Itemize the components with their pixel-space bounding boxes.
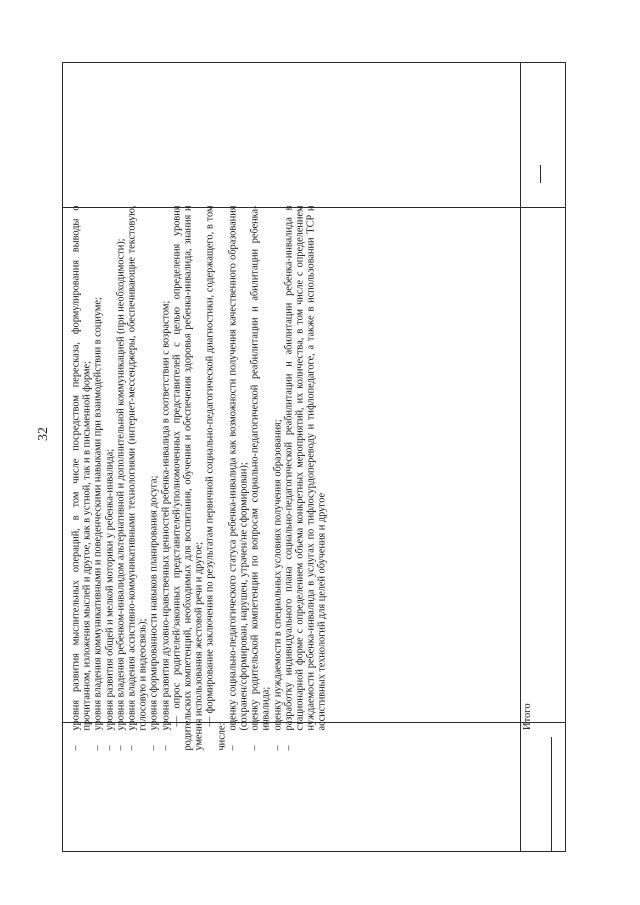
dash-marker: –	[103, 744, 115, 750]
content-cell	[70, 205, 548, 750]
dash-marker: –	[249, 744, 261, 750]
dash-marker: –	[126, 744, 138, 750]
list-item	[283, 205, 328, 750]
dash-marker: –	[282, 744, 294, 750]
paragraph: — опрос родителей/законных представителей/уполномоченных представителей с целью определения уровня родительских компетенций, необходимых для воспитания, обучения и обеспечения здоровья ребенка-инвалида, знания и умения использования жестовой речи и другое;	[170, 205, 205, 750]
paragraph: — формирование заключения по результатам первичной социально-педагогической диагностики, содержащего, в том числе:	[204, 205, 227, 750]
total-label: Итого	[522, 703, 533, 730]
page-number: 32	[36, 427, 51, 441]
list-item-text: уровня сформированности навыков планирования досуга;	[148, 475, 160, 730]
list-item	[272, 205, 283, 750]
list-item-text: уровня владения ассистивно-коммуникативными технологиями (интернет-мессенджеры, обеспечивающие текстовую, голосовую и видеосвязь);	[126, 205, 149, 730]
dash-marker: –	[70, 744, 81, 750]
dash-marker: –	[159, 744, 171, 750]
list-item	[160, 205, 171, 750]
list-item	[227, 205, 249, 750]
list-item-text: оценку нуждаемости в специальных условиях получения образования;	[271, 418, 283, 730]
list-item	[70, 205, 92, 750]
list-item	[104, 205, 115, 750]
dash-marker: –	[114, 744, 126, 750]
dash-marker: –	[271, 744, 283, 750]
list-item	[92, 205, 103, 750]
table-rule	[551, 737, 552, 851]
dash-marker: –	[226, 744, 238, 750]
list-item-text: разработку индивидуального плана социально-педагогической реабилитации и абилитации ребенка-инвалида в стационарной форме с определением объема конкретных мероприятий, их количества, в том числе с определением нуждаемости ребенка-инвалида в услугах по тифлосурдопереводу и тифлопедагоге, а также в использовании ТСР и ассистивных технологий для целей обучения и другое	[282, 205, 328, 730]
list-item-text: уровня развития мыслительных операций, в том числе посредством пересказа, формулирования выводы о прочитанном, изложения мыслей и другое, как в устной, так и в письменной форме;	[70, 205, 93, 730]
content-text	[70, 205, 548, 750]
list-item	[126, 205, 148, 750]
table-mark	[540, 165, 541, 183]
dash-marker: –	[92, 744, 104, 750]
list-item	[115, 205, 126, 750]
dash-marker: –	[148, 744, 160, 750]
list-item-text: уровня владения ребенком-инвалидом альтернативной и дополнительной коммуникацией (при необходимости);	[114, 238, 126, 730]
list-item-text: оценку социально-педагогического статуса ребенка-инвалида как возможности получения качественного образования (сохранен/сформирован, нарушен, утрачен/не сформирован);	[226, 205, 250, 730]
list-item-text: уровня развития общей и мелкой моторики у ребенка-инвалида;	[103, 448, 115, 730]
list-item	[148, 205, 159, 750]
list-item-text: оценку родительской компетенции по вопросам социально-педагогической реабилитации и абилитации ребенка-инвалида;	[249, 205, 272, 730]
list-item	[249, 205, 271, 750]
list-item-text: уровня развития духовно-нравственных ценностей ребенка-инвалида в соответствии с возрастом;	[159, 300, 171, 730]
list-item-text: уровня владения коммуникативными и поведенческими навыками при взаимодействии в социуме;	[92, 296, 104, 730]
